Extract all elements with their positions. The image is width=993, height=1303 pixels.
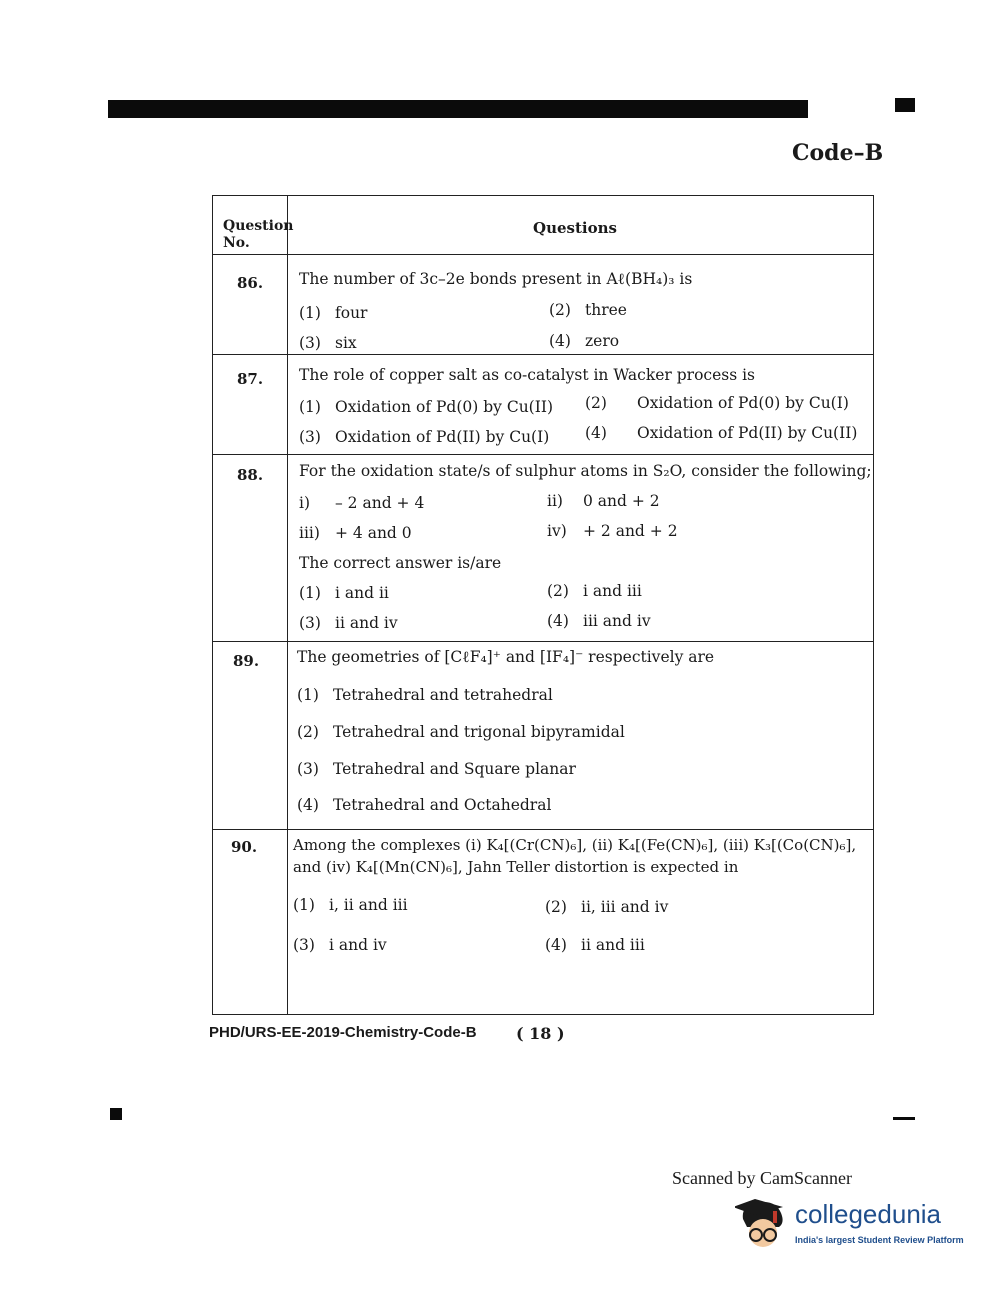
option: (2) Tetrahedral and trigonal bipyramidal <box>297 723 625 741</box>
option: (3) Oxidation of Pd(II) by Cu(I) <box>299 428 550 446</box>
page-number: ( 18 ) <box>516 1024 565 1043</box>
option: (1) i, ii and iii <box>293 896 408 914</box>
paper-code-label: Code–B <box>792 140 884 166</box>
corner-mark-top-right <box>895 98 915 112</box>
row-divider <box>213 829 873 830</box>
option: (3) ii and iv <box>299 614 398 632</box>
scanner-watermark: Scanned by CamScanner <box>672 1168 852 1188</box>
option: (4) iii and iv <box>547 612 651 630</box>
option: (2) ii, iii and iv <box>545 898 669 916</box>
question-number: 89. <box>233 652 260 670</box>
option: (4) Oxidation of Pd(II) by Cu(II) <box>585 424 858 442</box>
option: (3) i and iv <box>293 936 387 954</box>
top-black-bar <box>108 100 808 118</box>
option: (1) i and ii <box>299 584 389 602</box>
statement: iv) + 2 and + 2 <box>547 522 678 540</box>
row-divider <box>213 354 873 355</box>
header-row-divider <box>213 254 873 255</box>
option: (1) Tetrahedral and tetrahedral <box>297 686 553 704</box>
question-text: For the oxidation state/s of sulphur atoms in S₂O, consider the following; <box>299 462 872 480</box>
option: (2) i and iii <box>547 582 642 600</box>
question-text: The role of copper salt as co-catalyst in Wacker process is <box>299 366 756 384</box>
footer-paper-code: PHD/URS-EE-2019-Chemistry-Code-B <box>209 1024 477 1041</box>
corner-mark-bottom-left <box>110 1108 122 1120</box>
statement: ii) 0 and + 2 <box>547 492 660 510</box>
option: (3) six <box>299 334 357 352</box>
question-number: 87. <box>237 370 264 388</box>
header-questions: Questions <box>533 219 617 237</box>
header-question-no: Question No. <box>223 218 294 251</box>
statement: i) – 2 and + 4 <box>299 494 425 512</box>
question-text: The number of 3c–2e bonds present in Aℓ(BH₄)₃ is <box>299 270 693 288</box>
option: (4) zero <box>549 332 620 350</box>
statement: iii) + 4 and 0 <box>299 524 412 542</box>
question-number: 88. <box>237 466 264 484</box>
brand-name: collegedunia <box>795 1199 942 1229</box>
option: (1) Oxidation of Pd(0) by Cu(II) <box>299 398 554 416</box>
row-divider <box>213 454 873 455</box>
option: (1) four <box>299 304 368 322</box>
option: (2) Oxidation of Pd(0) by Cu(I) <box>585 394 849 412</box>
brand-tagline: India's largest Student Review Platform <box>795 1235 964 1245</box>
option: (2) three <box>549 301 627 319</box>
questions-table <box>212 195 874 1015</box>
question-prompt: The correct answer is/are <box>299 554 502 572</box>
option: (4) ii and iii <box>545 936 645 954</box>
question-number: 90. <box>231 838 258 856</box>
collegedunia-logo <box>735 1197 965 1259</box>
question-text: Among the complexes (i) K₄[(Cr(CN)₆], (ii) K₄[(Fe(CN)₆], (iii) K₃[(Co(CN)₆], <box>293 836 857 854</box>
option: (4) Tetrahedral and Octahedral <box>297 796 552 814</box>
option: (3) Tetrahedral and Square planar <box>297 760 576 778</box>
column-divider <box>287 196 288 1014</box>
question-number: 86. <box>237 274 264 292</box>
row-divider <box>213 641 873 642</box>
corner-mark-bottom-right <box>893 1117 915 1120</box>
question-text: The geometries of [CℓF₄]⁺ and [IF₄]⁻ respectively are <box>297 648 715 666</box>
question-text-continued: and (iv) K₄[(Mn(CN)₆], Jahn Teller distortion is expected in <box>293 858 739 876</box>
mascot-icon <box>735 1197 793 1257</box>
